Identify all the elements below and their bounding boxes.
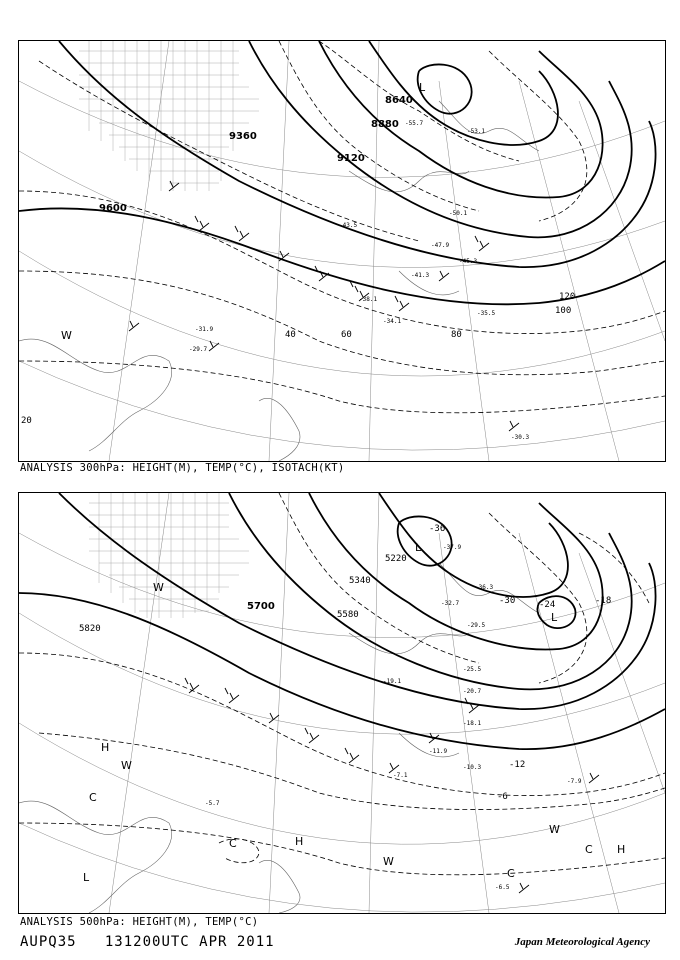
temp-label: -31.9 [195,326,214,333]
station-value: -20.7 [463,688,482,695]
cold-center-label: C [89,791,97,804]
chart-300hpa [18,40,666,462]
low-center-label: L [419,81,426,94]
agency-name: Japan Meteorological Agency [514,936,650,948]
station-value: -5.7 [205,800,220,807]
station-value: -10.3 [463,764,482,771]
temp-label: -43.5 [339,222,358,229]
temp-label: -35.5 [477,310,496,317]
low-center-label: L [83,871,90,884]
height-label-5220: 5220 [385,554,407,564]
warm-center-label: W [153,581,164,594]
valid-time: 131200UTC APR 2011 [104,934,275,950]
station-value: -25.5 [463,666,482,673]
chart-500hpa [18,492,666,914]
station-value: -6.5 [495,884,510,891]
high-center-label: H [101,741,110,754]
isotach-label-40: 40 [285,330,296,340]
graticule-300 [19,41,665,461]
cold-center-label: C [229,837,237,850]
height-label-8640: 8640 [385,95,413,106]
temp-label: -34.1 [383,318,402,325]
hatch-300 [79,41,259,191]
station-value: -37.9 [443,544,462,551]
isotach-label-20: 20 [21,416,32,426]
temp-label: -53.1 [467,128,486,135]
height-label-5340: 5340 [349,576,371,586]
isotach-label-120: 120 [559,292,576,302]
height-contours-500 [19,493,665,749]
station-value: -32.7 [441,600,460,607]
temp-label: -29.7 [189,346,208,353]
temp-label: -30.3 [511,434,530,441]
height-contours-300 [19,41,665,304]
height-label-5580: 5580 [337,610,359,620]
temp-label-minus-6: -6 [497,792,508,802]
isotach-label-60: 60 [341,330,352,340]
height-label-9120: 9120 [337,153,365,164]
height-label-8880: 8880 [371,119,399,130]
height-label-9600: 9600 [99,203,127,214]
temp-label: -41.3 [411,272,430,279]
temp-label: -38.1 [359,296,378,303]
chart-code-line [20,934,275,950]
station-value: -11.9 [429,748,448,755]
cold-center-label: C [507,867,515,880]
height-label-9360: 9360 [229,131,257,142]
temp-label: -47.9 [431,242,450,249]
low-center-label: L [415,541,422,554]
height-label-5820: 5820 [79,624,101,634]
map-300hpa [19,41,665,461]
warm-center-label: W [549,823,560,836]
station-value: -36.3 [475,584,494,591]
chart-code: AUPQ35 [20,934,77,950]
warm-center-label: W [61,329,72,342]
station-value: -19.1 [383,678,402,685]
temp-label: -45.3 [459,258,478,265]
warm-center-label: W [383,855,394,868]
caption-300hpa: ANALYSIS 300hPa: HEIGHT(M), TEMP(°C), ISOTACH(KT) [20,462,345,474]
low-center-label: L [551,611,558,624]
isotach-label-80: 80 [451,330,462,340]
caption-500hpa: ANALYSIS 500hPa: HEIGHT(M), TEMP(°C) [20,916,259,928]
high-center-label: H [617,843,626,856]
coastline-500 [19,563,539,913]
coastline-300 [19,101,539,461]
hatch-500 [89,493,249,618]
temp-label-minus-36: -36 [429,524,446,534]
temp-label-minus-12: -12 [509,760,526,770]
isotach-label-100: 100 [555,306,572,316]
cold-center-label: C [585,843,593,856]
temp-label: -50.1 [449,210,468,217]
temp-label-minus-24: -24 [539,600,556,610]
temp-label-minus-30: -30 [499,596,516,606]
station-value: -29.5 [467,622,486,629]
station-value: -18.1 [463,720,482,727]
height-label-5700: 5700 [247,601,275,612]
map-500hpa [19,493,665,913]
station-value: -7.9 [567,778,582,785]
station-value: -7.1 [393,772,408,779]
temp-label: -55.7 [405,120,424,127]
high-center-label: H [295,835,304,848]
warm-center-label: W [121,759,132,772]
temp-label-minus-18: -18 [595,596,612,606]
